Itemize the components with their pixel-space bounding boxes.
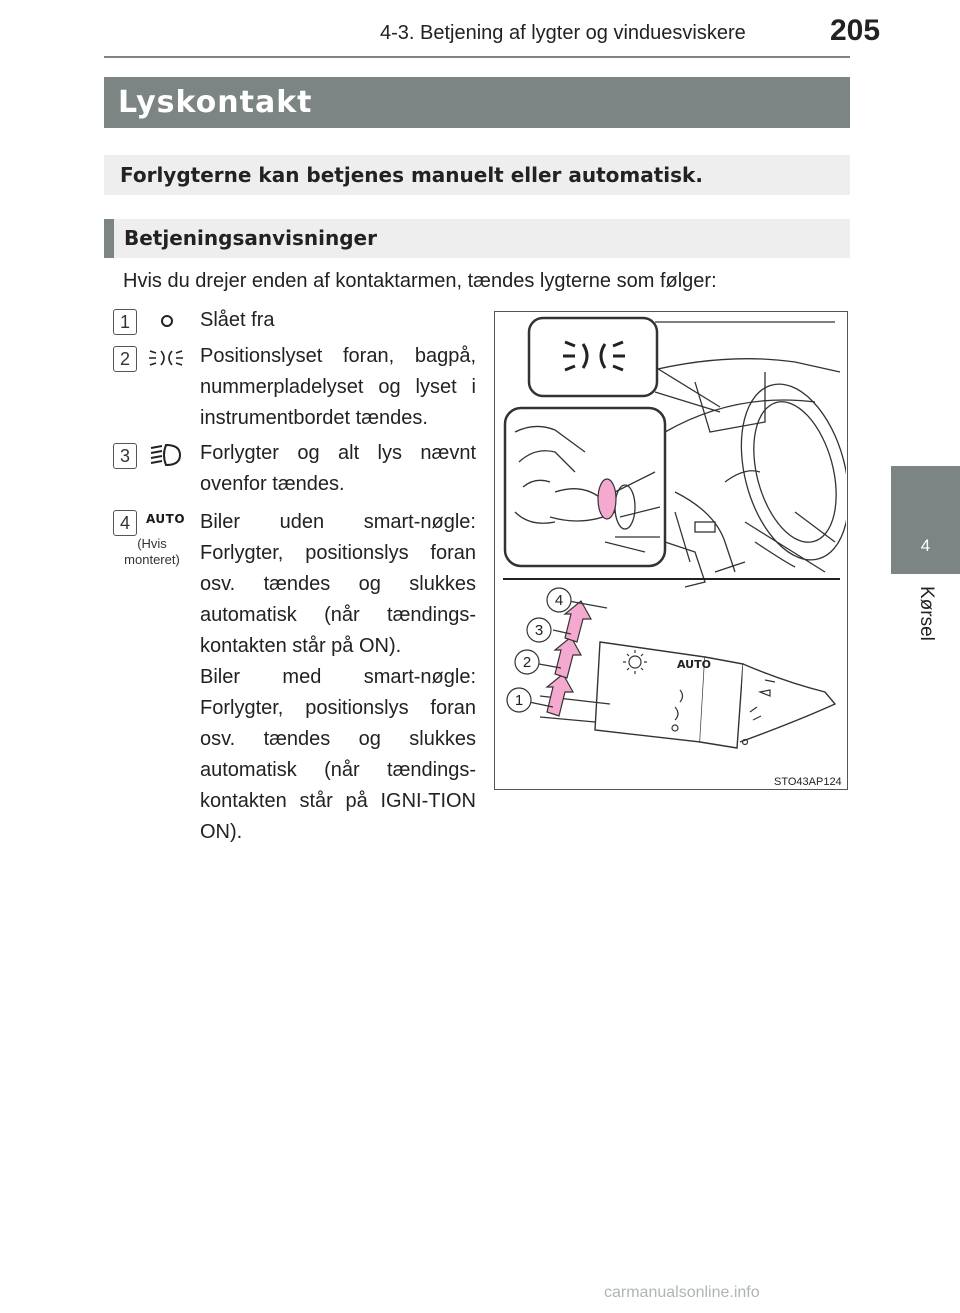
item-text-3: Forlygter og alt lys nævnt ovenfor tændes. (200, 442, 476, 495)
figure-callout-3: 3 (534, 622, 544, 639)
header-rule (104, 56, 850, 58)
figure-callout-4: 4 (554, 592, 564, 609)
position-light-icon (146, 347, 186, 369)
item-text-4a: Biler uden smart-nøgle: Forlygter, positionslys foran osv. tændes og slukkes automatisk (når tændings-kontakten står på ON). (200, 511, 476, 657)
lead-text: Hvis du drejer enden af kontaktarmen, tændes lygterne som følger: (123, 270, 717, 292)
subsection-heading: Betjeningsanvisninger (104, 219, 850, 258)
page-number: 205 (830, 14, 881, 47)
watermark: carmanualsonline.info (604, 1284, 760, 1301)
intro-text: Forlygterne kan betjenes manuelt eller automatisk. (104, 155, 850, 195)
light-switch-figure (494, 311, 848, 790)
auto-icon: AUTO (146, 512, 186, 526)
chapter-number: 4 (920, 536, 931, 555)
item-number-2: 2 (113, 346, 137, 372)
figure-callout-1: 1 (514, 692, 524, 709)
item-text-4b: Biler med smart-nøgle: Forlygter, positionslys foran osv. tændes og slukkes automatisk (når tændings-kontakten står på IGNI-TION ON). (200, 666, 476, 843)
item-number-1: 1 (113, 309, 137, 335)
item-text-2: Positionslyset foran, bagpå, nummerpladelyset og lyset i instrumentbordet tændes. (200, 345, 476, 429)
switch-auto-label: AUTO (677, 658, 711, 671)
fitted-note: (Hvis monteret) (124, 536, 180, 567)
page-title: Lyskontakt (104, 77, 850, 128)
chapter-label: Kørsel (916, 586, 937, 641)
chapter-tab[interactable] (891, 466, 960, 574)
header-section-title: 4-3. Betjening af lygter og vinduesviskere (380, 22, 746, 44)
item-number-3: 3 (113, 443, 137, 469)
figure-code: STO43AP124 (774, 776, 842, 788)
headlight-icon (148, 442, 184, 468)
item-number-4: 4 (113, 510, 137, 536)
figure-callout-2: 2 (522, 654, 532, 671)
item-text-1: Slået fra (200, 309, 275, 331)
off-circle-icon (158, 312, 178, 332)
figure-illustration (495, 312, 846, 788)
